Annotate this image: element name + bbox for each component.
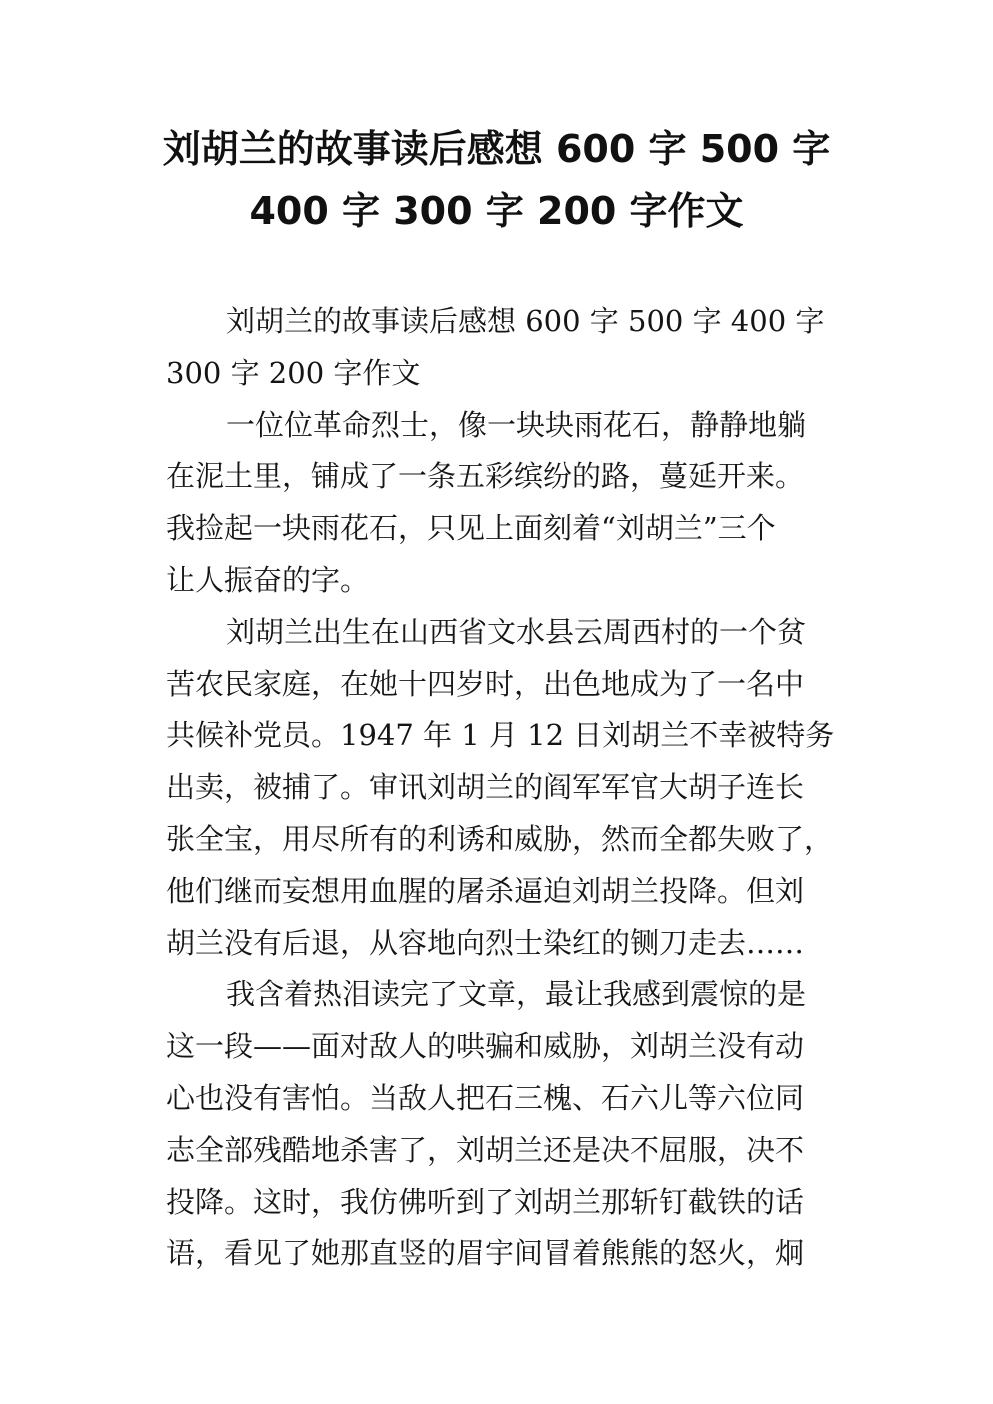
text-line: 在泥土里，铺成了一条五彩缤纷的路，蔓延开来。 [166,459,805,494]
text-line: 我捡起一块雨花石，只见上面刻着“刘胡兰”三个 [166,511,776,546]
text-line: 这一段——面对敌人的哄骗和威胁，刘胡兰没有动 [166,1029,805,1064]
text-line: 心也没有害怕。当敌人把石三槐、石六儿等六位同 [166,1080,805,1115]
document-title [160,118,833,242]
text-line: 语，看见了她那直竖的眉宇间冒着熊熊的怒火，炯 [166,1236,805,1271]
document-body [166,296,835,1280]
text-line: 志全部残酷地杀害了，刘胡兰还是决不屈服，决不 [166,1132,805,1167]
text-line: 刘胡兰的故事读后感想 600 字 500 字 400 字 [226,304,825,338]
text-line: 一位位革命烈士，像一块块雨花石，静静地躺 [226,407,807,442]
text-line: 共候补党员。1947 年 1 月 12 日刘胡兰不幸被特务 [166,718,835,753]
text-line: 投降。这时，我仿佛听到了刘胡兰那斩钉截铁的话 [166,1184,805,1219]
text-line: 张全宝，用尽所有的利诱和威胁，然而全都失败了， [166,821,834,856]
title-line: 刘胡兰的故事读后感想 600 字 500 字 [162,127,831,171]
text-line: 我含着热泪读完了文章，最让我感到震惊的是 [226,977,807,1012]
text-line: 出卖，被捕了。审讯刘胡兰的阎军军官大胡子连长 [166,770,805,805]
text-line: 让人振奋的字。 [166,562,370,597]
title-line: 400 字 300 字 200 字作文 [249,189,744,233]
text-line: 他们继而妄想用血腥的屠杀逼迫刘胡兰投降。但刘 [166,873,805,908]
text-line: 300 字 200 字作文 [166,355,421,390]
text-line: 刘胡兰出生在山西省文水县云周西村的一个贫 [226,614,807,649]
text-line: 胡兰没有后退，从容地向烈士染红的铡刀走去…… [166,925,805,960]
text-line: 苦农民家庭，在她十四岁时，出色地成为了一名中 [166,666,805,701]
